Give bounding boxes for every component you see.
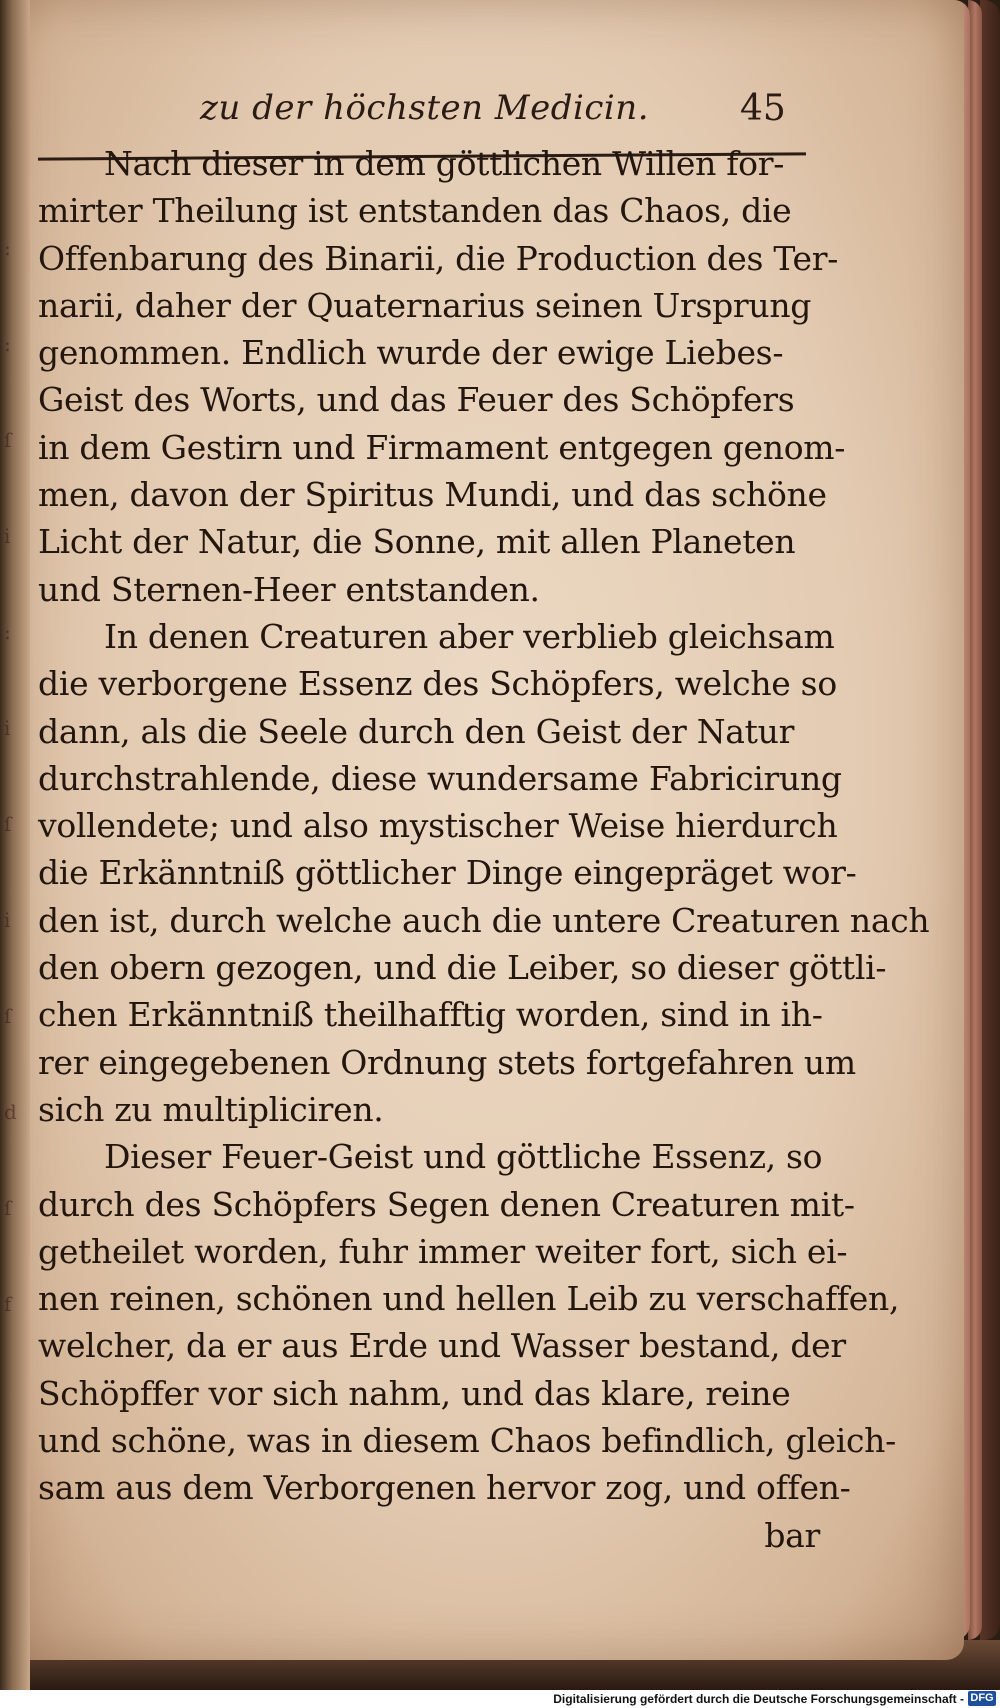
catchword: bar: [764, 1515, 820, 1555]
page-stack-edge: [980, 0, 1000, 1640]
text-line: genommen. Endlich wurde der ewige Liebes-: [38, 333, 784, 373]
page-header: [40, 88, 840, 140]
funding-credit: Digitalisierung gefördert durch die Deutsche Forschungsgemeinschaft -: [553, 1692, 964, 1706]
body-text: [38, 140, 930, 1559]
text-line: sich zu multipliciren.: [38, 1089, 384, 1129]
text-line: Licht der Natur, die Sonne, mit allen Planeten: [38, 522, 796, 562]
text-line: chen Erkänntniß theilhafftig worden, sind in ih-: [38, 995, 823, 1035]
text-line: narii, daher der Quaternarius seinen Ursprung: [38, 285, 812, 325]
page-stack-edge: [968, 0, 982, 1640]
text-line: vollendete; und also mystischer Weise hierdurch: [38, 806, 838, 846]
page-number: 45: [740, 88, 786, 129]
text-line: und Sternen-Heer entstanden.: [38, 569, 540, 609]
text-line: Offenbarung des Binarii, die Production des Ter-: [38, 238, 839, 278]
text-line: Geist des Worts, und das Feuer des Schöpfers: [38, 380, 795, 420]
dfg-logo: DFG: [968, 1691, 996, 1706]
text-line: mirter Theilung ist entstanden das Chaos, die: [38, 191, 792, 231]
running-head: zu der höchsten Medicin.: [200, 88, 650, 128]
text-line: den ist, durch welche auch die untere Creaturen nach: [38, 900, 930, 940]
text-line: rer eingegebenen Ordnung stets fortgefahren um: [38, 1042, 856, 1082]
text-line: In denen Creaturen aber verblieb gleichsam: [104, 616, 835, 656]
text-line: den obern gezogen, und die Leiber, so dieser göttli-: [38, 948, 887, 988]
text-line: die Erkänntniß göttlicher Dinge eingepräget wor-: [38, 853, 857, 893]
text-line: getheilet worden, fuhr immer weiter fort, sich ei-: [38, 1231, 848, 1271]
text-line: in dem Gestirn und Firmament entgegen genom-: [38, 427, 846, 467]
text-line: dann, als die Seele durch den Geist der Natur: [38, 711, 795, 751]
text-line: men, davon der Spiritus Mundi, und das schöne: [38, 475, 827, 515]
text-line: sam aus dem Verborgenen hervor zog, und offen-: [38, 1468, 851, 1508]
text-line: welcher, da er aus Erde und Wasser bestand, der: [38, 1326, 846, 1366]
text-line: Dieser Feuer-Geist und göttliche Essenz, so: [104, 1137, 823, 1177]
text-line: nen reinen, schönen und hellen Leib zu verschaffen,: [38, 1279, 900, 1319]
text-line: durchstrahlende, diese wundersame Fabricirung: [38, 758, 842, 798]
text-line: Nach dieser in dem göttlichen Willen for-: [104, 144, 785, 183]
text-line: Schöpffer vor sich nahm, und das klare, reine: [38, 1373, 791, 1413]
text-line: die verborgene Essenz des Schöpfers, welche so: [38, 664, 837, 704]
text-line: durch des Schöpfers Segen denen Creaturen mit-: [38, 1184, 855, 1224]
facing-page-bleed: : : ſ i : i ſ i ſ d ſ f: [4, 236, 17, 1316]
text-line: und schöne, was in diesem Chaos befindlich, gleich-: [38, 1421, 896, 1461]
